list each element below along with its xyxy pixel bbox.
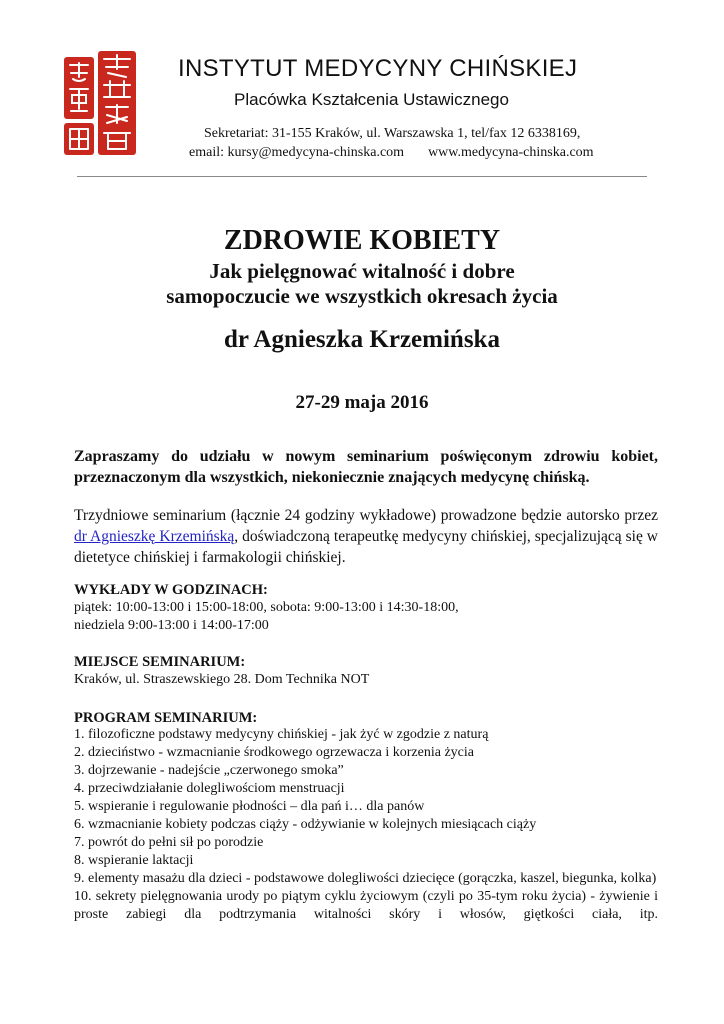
program-item: 9. elementy masażu dla dzieci - podstawowe dolegliwości dziecięce (gorączka, kaszel, biegunka, kolka) [74, 871, 657, 886]
lectures-line2: niedziela 9:00-13:00 i 14:00-17:00 [74, 618, 269, 633]
lectures-schedule [74, 599, 658, 635]
description-paragraph [74, 505, 658, 568]
contact-website[interactable]: www.medycyna-chinska.com [428, 145, 594, 160]
intro-paragraph: Zapraszamy do udziału w nowym seminarium poświęconym zdrowiu kobiet, przeznaczonym dla wszystkich, niekoniecznie znających medycynę chińską. [74, 448, 658, 486]
program-item: 10. sekrety pielęgnowania urody po piątym cyklu życiowym (czyli po 35-tym roku życia) - żywienie i proste zabiegi dla podtrzymania witalności skóry i włosów, giętkości ciała, itp. [74, 889, 658, 922]
program-heading: PROGRAM SEMINARIUM: [74, 710, 258, 726]
program-item: 1. filozoficzne podstawy medycyny chińskiej - jak żyć w zgodzie z naturą [74, 727, 489, 742]
lectures-line1: piątek: 10:00-13:00 i 15:00-18:00, sobota: 9:00-13:00 i 14:30-18:00, [74, 600, 459, 615]
contact-address: Sekretariat: 31-155 Kraków, ul. Warszawska 1, tel/fax 12 6338169, [204, 126, 581, 141]
program-item: 5. wspieranie i regulowanie płodności – dla pań i… dla panów [74, 799, 425, 814]
institute-subtitle: Placówka Kształcenia Ustawicznego [234, 90, 509, 109]
lecturer-link[interactable]: dr Agnieszkę Krzemińską [74, 528, 235, 545]
venue-heading: MIEJSCE SEMINARIUM: [74, 654, 246, 670]
contact-line [189, 145, 594, 161]
event-subtitle-line1: Jak pielęgnować witalność i dobre [209, 259, 515, 283]
program-item: 4. przeciwdziałanie dolegliwościom menstruacji [74, 781, 345, 796]
description-text-before: Trzydniowe seminarium (łącznie 24 godziny wykładowe) prowadzone będzie autorsko przez [74, 507, 658, 524]
institute-title: INSTYTUT MEDYCYNY CHIŃSKIEJ [178, 55, 578, 82]
chinese-seal-icon [62, 49, 140, 157]
program-item: 3. dojrzewanie - nadejście „czerwonego smoka” [74, 763, 344, 778]
header-divider [77, 176, 647, 177]
event-title: ZDROWIE KOBIETY [223, 225, 501, 256]
program-item: 8. wspieranie laktacji [74, 853, 194, 868]
program-list [74, 726, 658, 924]
program-item: 7. powrót do pełni sił po porodzie [74, 835, 264, 850]
program-item: 2. dzieciństwo - wzmacnianie środkowego ogrzewacza i korzenia życia [74, 745, 474, 760]
contact-email[interactable]: email: kursy@medycyna-chinska.com [189, 145, 405, 160]
event-lecturer: dr Agnieszka Krzemińska [224, 326, 500, 353]
program-item: 6. wzmacnianie kobiety podczas ciąży - odżywianie w kolejnych miesiącach ciąży [74, 817, 537, 832]
event-subtitle-line2: samopoczucie we wszystkich okresach życia [166, 284, 558, 308]
venue-text: Kraków, ul. Straszewskiego 28. Dom Technika NOT [74, 672, 370, 687]
lectures-heading: WYKŁADY W GODZINACH: [74, 582, 268, 598]
description-text-after: , doświadczoną terapeutkę medycyny chińskiej, specjalizującą się w dietetyce chińskiej i farmakologii chińskiej. [74, 528, 658, 566]
event-subtitle [0, 259, 724, 309]
event-dates: 27-29 maja 2016 [295, 392, 429, 413]
institute-seal-logo [62, 49, 140, 157]
